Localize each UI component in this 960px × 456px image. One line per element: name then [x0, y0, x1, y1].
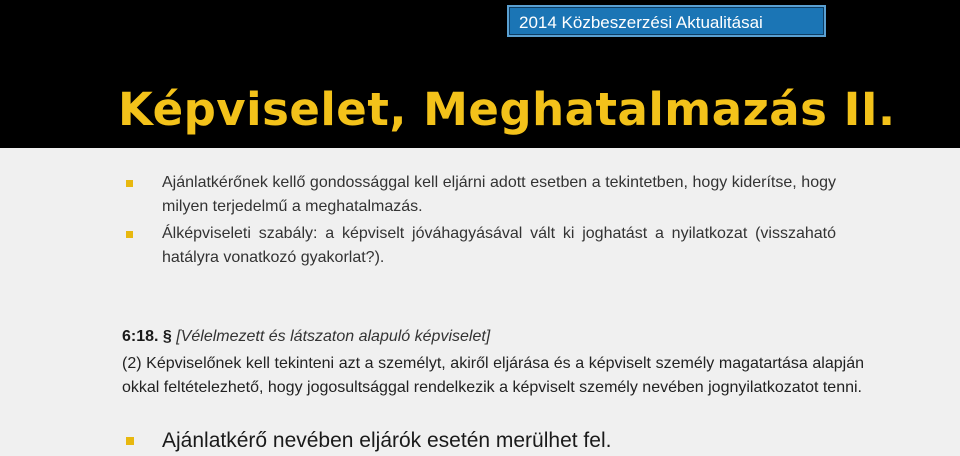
presentation-badge: 2014 Közbeszerzési Aktualitásai	[507, 5, 826, 37]
square-bullet-icon	[126, 180, 133, 187]
slide-title: Képviselet, Meghatalmazás II.	[118, 83, 896, 136]
section-heading	[122, 325, 864, 349]
header-band	[0, 0, 960, 148]
square-bullet-icon	[126, 437, 134, 445]
section-number: 6:18.	[122, 328, 159, 345]
bullet-text: Ajánlatkérő nevében eljárók esetén merülhet fel.	[162, 429, 612, 452]
section-title: [Vélelmezett és látszaton alapuló képviselet]	[176, 328, 491, 345]
section-symbol: §	[162, 328, 172, 345]
square-bullet-icon	[126, 231, 133, 238]
bullet-text: Ajánlatkérőnek kellő gondossággal kell eljárni adott esetben a tekintetben, hogy kiderítse, hogy milyen terjedelmű a meghatalmazás.	[162, 174, 836, 215]
section-paragraph: (2) Képviselőnek kell tekinteni azt a személyt, akiről eljárása és a képviselt személy magatartása alapján okkal feltételezhető, hogy jogosultsággal rendelkezik a képviselt személy nevében jognyilatkozatot tenni.	[122, 355, 864, 396]
slide-content	[0, 148, 960, 456]
bullet-text: Álképviseleti szabály: a képviselt jóváhagyásával vált ki joghatást a nyilatkozat (visszaható hatályra vonatkozó gyakorlat?).	[162, 225, 836, 266]
